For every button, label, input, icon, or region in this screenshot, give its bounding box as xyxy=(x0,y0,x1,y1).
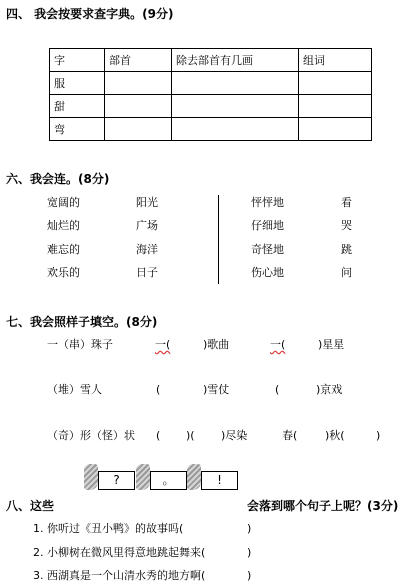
match-right-word[interactable]: 哭 xyxy=(341,219,352,232)
section-7-title: 七、我会照样子填空。(8分) xyxy=(6,315,158,329)
divider-line xyxy=(218,195,219,284)
example-phrase: （奇）形（怪）状 xyxy=(47,429,135,442)
answer-cell[interactable] xyxy=(299,95,372,118)
blank-close: )尽染 xyxy=(221,429,248,442)
match-right-word[interactable]: 跳 xyxy=(341,243,352,256)
answer-cell[interactable] xyxy=(172,72,299,95)
leaf-icon xyxy=(136,464,150,490)
match-left-word[interactable]: 欢乐的 xyxy=(47,266,80,279)
match-right-word[interactable]: 广场 xyxy=(136,219,158,232)
answer-cell[interactable] xyxy=(172,95,299,118)
answer-cell[interactable] xyxy=(172,118,299,141)
blank-middle[interactable]: )( xyxy=(186,429,195,442)
match-right-word[interactable]: 海洋 xyxy=(136,243,158,256)
blank-close: ) xyxy=(376,429,381,442)
blank-open[interactable]: 春( xyxy=(282,429,298,442)
leaf-icon xyxy=(187,464,201,490)
table-row xyxy=(50,95,372,118)
match-left-word[interactable]: 灿烂的 xyxy=(47,219,80,232)
match-left-word[interactable]: 仔细地 xyxy=(251,219,284,232)
match-right-word[interactable]: 看 xyxy=(341,196,352,209)
answer-cell[interactable] xyxy=(299,118,372,141)
table-row xyxy=(50,118,372,141)
dictionary-table xyxy=(49,48,372,141)
sentence-item: 3. 西湖真是一个山清水秀的地方啊( xyxy=(33,569,206,582)
blank-close: )星星 xyxy=(318,338,345,351)
header-cell: 组词 xyxy=(299,49,372,72)
answer-cell[interactable] xyxy=(105,95,172,118)
answer-blank-close[interactable]: ) xyxy=(247,522,252,535)
blank-open[interactable]: 一( xyxy=(155,338,171,351)
section-8-title-end: 会落到哪个句子上呢？(3分) xyxy=(247,499,399,513)
answer-cell[interactable] xyxy=(299,72,372,95)
punctuation-mark: ? xyxy=(98,471,135,490)
char-cell: 甜 xyxy=(50,95,105,118)
section-6-title: 六、我会连。(8分) xyxy=(6,172,110,186)
match-left-word[interactable]: 怦怦地 xyxy=(251,196,284,209)
blank-close: )雪仗 xyxy=(203,383,230,396)
example-phrase: 一（串）珠子 xyxy=(47,338,113,351)
blank-open[interactable]: ( xyxy=(156,383,161,396)
blank-middle[interactable]: )秋( xyxy=(325,429,345,442)
example-phrase: （堆）雪人 xyxy=(47,383,102,396)
blank-open[interactable]: ( xyxy=(275,383,280,396)
blank-open[interactable]: 一( xyxy=(270,338,286,351)
header-cell: 字 xyxy=(50,49,105,72)
match-left-word[interactable]: 伤心地 xyxy=(251,266,284,279)
section-4-title: 四、 我会按要求查字典。(9分) xyxy=(6,7,174,21)
blank-close: )歌曲 xyxy=(203,338,230,351)
char-cell: 服 xyxy=(50,72,105,95)
table-header-row xyxy=(50,49,372,72)
match-right-word[interactable]: 阳光 xyxy=(136,196,158,209)
sentence-item: 1. 你听过《丑小鸭》的故事吗( xyxy=(33,522,184,535)
answer-blank-close[interactable]: ) xyxy=(247,569,252,582)
match-left-word[interactable]: 奇怪地 xyxy=(251,243,284,256)
blank-open[interactable]: ( xyxy=(156,429,161,442)
answer-cell[interactable] xyxy=(105,118,172,141)
punctuation-mark: ! xyxy=(201,471,238,490)
header-cell: 部首 xyxy=(105,49,172,72)
answer-blank-close[interactable]: ) xyxy=(247,546,252,559)
punctuation-tag[interactable] xyxy=(187,464,265,492)
match-left-word[interactable]: 难忘的 xyxy=(47,243,80,256)
answer-cell[interactable] xyxy=(105,72,172,95)
leaf-icon xyxy=(84,464,98,490)
sentence-item: 2. 小柳树在微风里得意地跳起舞来( xyxy=(33,546,206,559)
punctuation-mark: 。 xyxy=(150,471,187,490)
table-row xyxy=(50,72,372,95)
match-right-word[interactable]: 日子 xyxy=(136,266,158,279)
match-left-word[interactable]: 宽阔的 xyxy=(47,196,80,209)
match-right-word[interactable]: 问 xyxy=(341,266,352,279)
blank-close: )京戏 xyxy=(316,383,343,396)
header-cell: 除去部首有几画 xyxy=(172,49,299,72)
char-cell: 弯 xyxy=(50,118,105,141)
section-8-title-start: 八、这些 xyxy=(6,499,55,513)
